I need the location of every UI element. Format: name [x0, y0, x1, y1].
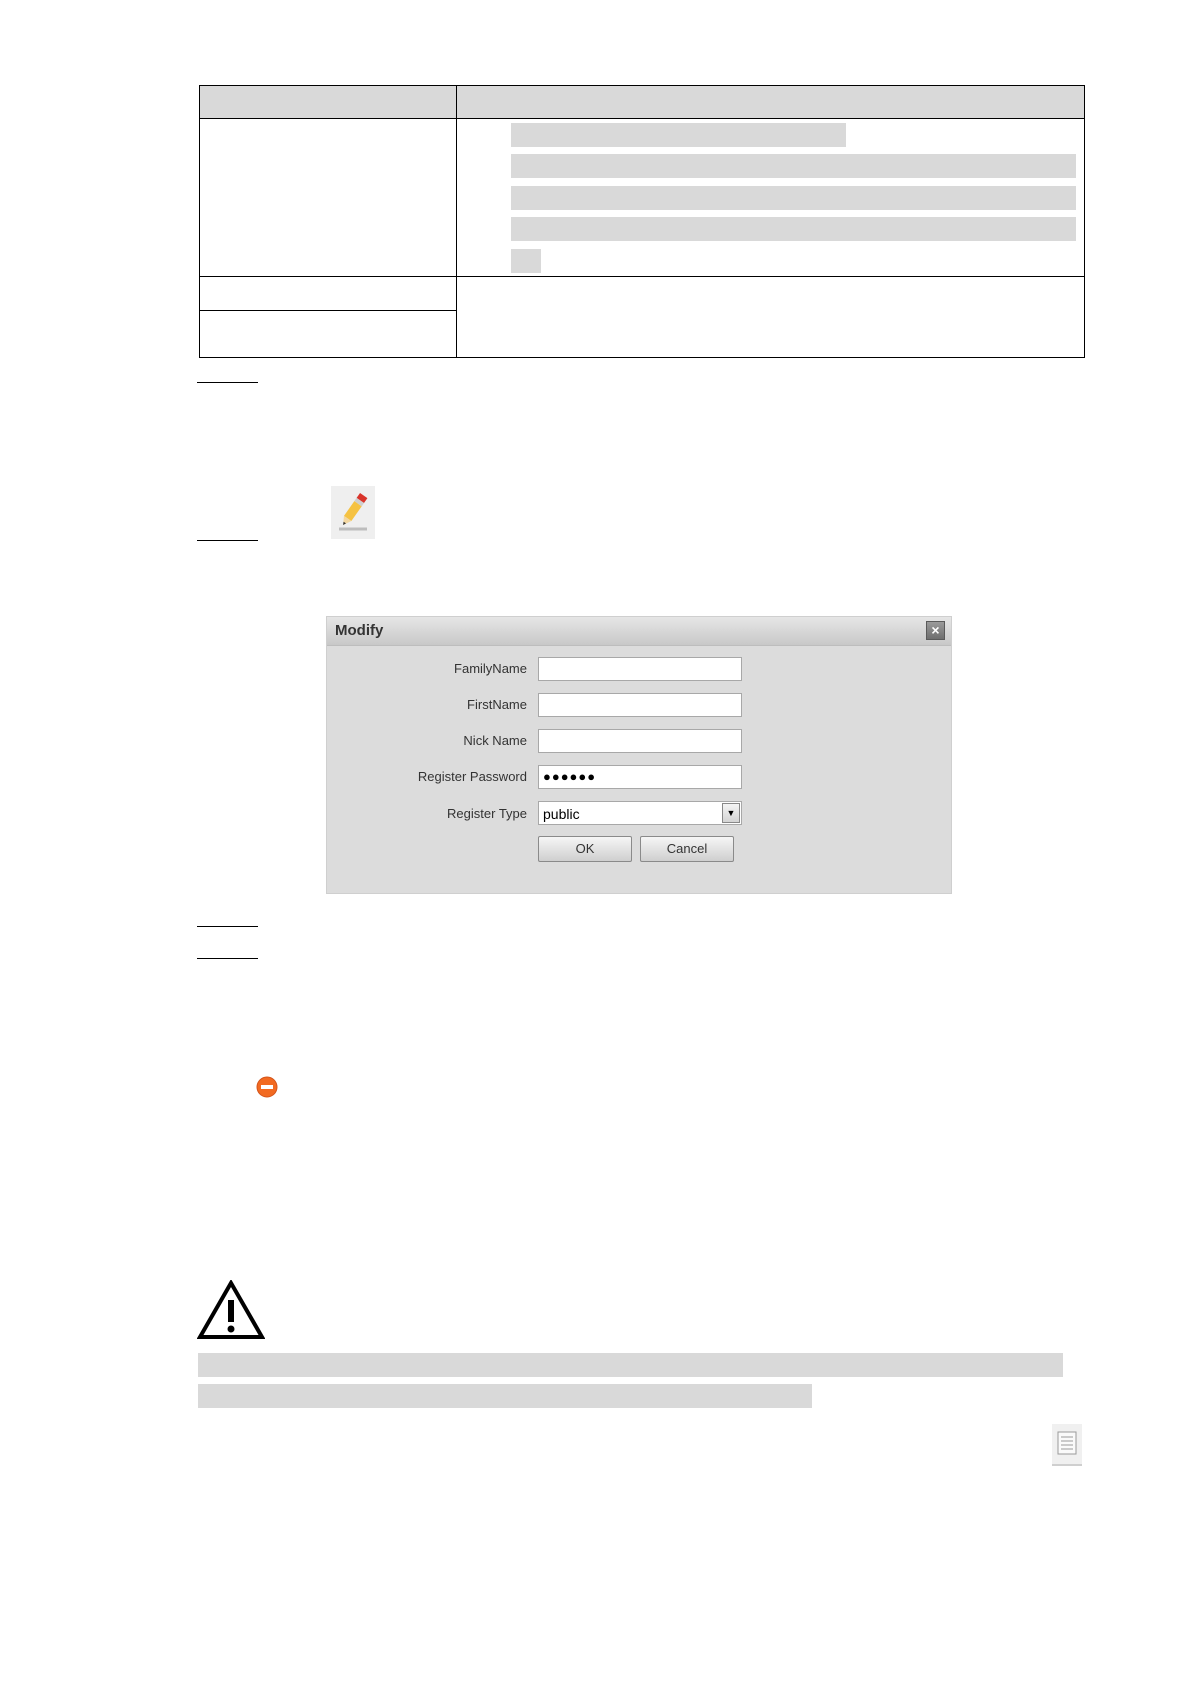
register-type-label: Register Type [447, 806, 527, 821]
step-marker [197, 540, 258, 541]
step-marker [197, 382, 258, 383]
table-border [199, 85, 1085, 86]
chevron-down-icon[interactable]: ▼ [722, 803, 740, 823]
password-mask: ●●●●●● [543, 769, 597, 784]
table-header-row [200, 86, 1084, 118]
step-marker [197, 926, 258, 927]
register-password-input[interactable] [538, 765, 742, 789]
register-type-value: public [543, 806, 580, 822]
table-border [199, 276, 1085, 277]
redacted-text-line [511, 186, 1076, 210]
document-list-icon-graphic [1052, 1424, 1082, 1462]
register-password-label: Register Password [417, 769, 527, 784]
table-border [1084, 85, 1085, 358]
step-marker [197, 958, 258, 959]
minus-circle-icon[interactable] [256, 1076, 278, 1098]
family-name-label: FamilyName [454, 661, 527, 676]
warning-triangle-graphic [197, 1280, 265, 1340]
table-border [199, 357, 1085, 358]
first-name-label: FirstName [467, 697, 527, 712]
first-name-input[interactable] [538, 693, 742, 717]
modify-dialog [326, 616, 952, 894]
pencil-icon[interactable] [331, 486, 375, 539]
table-border [199, 118, 1085, 119]
redacted-text-line [511, 217, 1076, 241]
table-border [199, 310, 457, 311]
table-border [456, 85, 457, 358]
family-name-input[interactable] [538, 657, 742, 681]
redacted-text-line [511, 123, 846, 147]
nick-name-input[interactable] [538, 729, 742, 753]
register-type-select[interactable] [538, 801, 742, 825]
redacted-text-line [511, 154, 1076, 178]
redacted-text-line [511, 249, 541, 273]
pencil-icon-graphic [331, 486, 375, 539]
table-border [199, 85, 200, 358]
ok-button[interactable]: OK [538, 836, 632, 862]
dialog-title: Modify [335, 622, 384, 639]
redacted-warning-line [198, 1384, 812, 1408]
document-list-icon[interactable] [1052, 1424, 1082, 1466]
nick-name-label: Nick Name [463, 733, 527, 748]
warning-triangle-icon [197, 1280, 265, 1340]
redacted-warning-line [198, 1353, 1063, 1377]
dialog-title-bar [327, 617, 951, 646]
cancel-button[interactable]: Cancel [640, 836, 734, 862]
close-icon[interactable]: × [926, 621, 945, 640]
minus-circle-icon-graphic [256, 1076, 278, 1098]
